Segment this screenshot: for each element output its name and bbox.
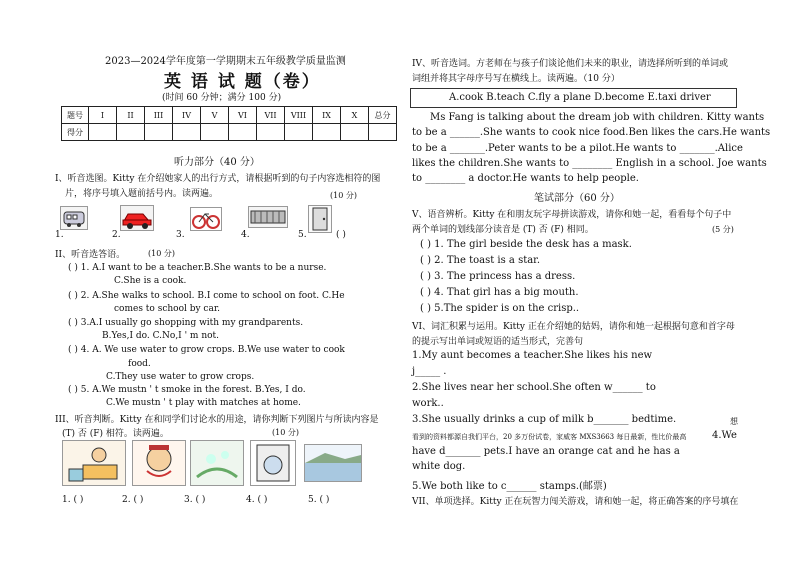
score-header-cell: 题号 xyxy=(62,107,89,124)
sec2-q4-line3: C.They use water to grow crops. xyxy=(106,372,255,382)
sec2-q1-line2: C.She is a cook. xyxy=(114,276,187,286)
score-cell[interactable] xyxy=(257,124,285,141)
sec1-label-5: 5. xyxy=(298,230,307,240)
score-row-label: 得分 xyxy=(62,124,89,141)
sec6-q2-line2: work.. xyxy=(412,398,444,409)
score-table xyxy=(61,106,397,141)
sec4-passage-3: to be a _______.Peter wants to be a pilot.He wants to _______.Alice xyxy=(412,143,743,154)
score-cell[interactable] xyxy=(201,124,229,141)
bicycle-icon xyxy=(190,207,222,231)
score-header-cell: IV xyxy=(173,107,201,124)
sec5-instruction-1: V、语音辨析。Kitty 在和朋友玩字母拼读游戏，请你和她一起，看看每个句子中 xyxy=(412,210,732,220)
sec4-passage-4: likes the children.She wants to ________ English in a school. Joe wants xyxy=(412,158,767,169)
score-header-cell: II xyxy=(117,107,145,124)
watermark-ad-text: 看到的资料都源自我们平台，20 多万份试卷，家威客 MXS3663 每日最新，性比价最高 xyxy=(412,433,687,441)
score-cell[interactable] xyxy=(229,124,257,141)
exam-title-line: 2023—2024学年度第一学期期末五年级教学质量监测 xyxy=(105,56,346,67)
sec2-points: (10 分) xyxy=(148,249,175,258)
ocean-picture xyxy=(304,444,362,482)
score-cell[interactable] xyxy=(145,124,173,141)
sec1-instruction-1: I、听音选图。Kitty 在介绍她家人的出行方式，请根据听到的句子内容选相符的图 xyxy=(55,174,381,184)
door-icon xyxy=(308,205,332,233)
washing-machine-picture xyxy=(250,440,296,486)
subway-icon xyxy=(248,206,288,228)
sec3-instruction-2: (T) 否 (F) 相符。读两遍。 xyxy=(62,429,169,439)
sec5-item-5: ( ) 5.The spider is on the crisp.. xyxy=(420,303,580,314)
sec3-label-5[interactable]: 5. ( ) xyxy=(308,495,330,505)
score-header-cell: IX xyxy=(313,107,341,124)
sec5-item-1: ( ) 1. The girl beside the desk has a mask. xyxy=(420,239,632,250)
score-cell[interactable] xyxy=(117,124,145,141)
sec4-instruction-1: IV、听音选词。方老师在与孩子们谈论他们未来的职业，请选择所听到的单词或 xyxy=(412,59,729,69)
sec1-blank[interactable]: ( ) xyxy=(336,230,346,240)
sec3-points: (10 分) xyxy=(272,428,299,437)
sec2-q2-line1: ( ) 2. A.She walks to school. B.I come to school on foot. C.He xyxy=(68,291,345,301)
car-icon xyxy=(120,205,154,231)
score-cell[interactable] xyxy=(341,124,369,141)
sec3-label-1[interactable]: 1. ( ) xyxy=(62,495,84,505)
train-icon xyxy=(60,206,88,230)
sec6-instruction-1: VI、词汇积累与运用。Kitty 正在介绍她的姑妈，请你和她一起根据句意和首字母 xyxy=(412,322,735,332)
sec1-label-4: 4. xyxy=(241,230,250,240)
sec6-instruction-2: 的提示写出单词或短语的适当形式，完善句 xyxy=(412,337,584,347)
sec5-item-2: ( ) 2. The toast is a star. xyxy=(420,255,541,266)
cooking-picture xyxy=(132,440,186,486)
score-header-cell: VI xyxy=(229,107,257,124)
sec6-q1-line1: 1.My aunt becomes a teacher.She likes his new xyxy=(412,350,653,361)
score-header-cell: 总分 xyxy=(369,107,397,124)
sec2-q5-line2: C.We mustn ' t play with matches at home. xyxy=(106,398,301,408)
sec7-instruction-1: VII、单项选择。Kitty 正在玩智力闯关游戏，请和她一起，将正确答案的序号填在 xyxy=(412,497,739,507)
score-cell[interactable] xyxy=(89,124,117,141)
score-header-cell: V xyxy=(201,107,229,124)
time-info: (时间 60 分钟；满分 100 分) xyxy=(162,93,282,103)
sec4-passage-2: to be a ______.She wants to cook nice food.Ben likes the cars.He wants xyxy=(412,127,771,138)
watering-picture xyxy=(190,440,244,486)
sec6-q5: 5.We both like to c______ stamps.(邮票) xyxy=(412,481,607,492)
sec5-item-4: ( ) 4. That girl has a big mouth. xyxy=(420,287,579,298)
sec3-label-4[interactable]: 4. ( ) xyxy=(246,495,268,505)
sec6-q4-line2: have d_______ pets.I have an orange cat and he has a xyxy=(412,446,680,457)
score-header-cell: VIII xyxy=(285,107,313,124)
sec3-instruction-1: III、听音判断。Kitty 在和同学们讨论水的用途，请你判断下列图片与所读内容是 xyxy=(55,415,379,425)
sec4-passage-1: Ms Fang is talking about the dream job with children. Kitty wants xyxy=(430,112,765,123)
sec5-item-3: ( ) 3. The princess has a dress. xyxy=(420,271,576,282)
sec2-q1-line1: ( ) 1. A.I want to be a teacher.B.She wants to be a nurse. xyxy=(68,263,327,273)
sec5-points: (5 分) xyxy=(712,225,734,234)
sec1-label-1: 1. xyxy=(55,230,64,240)
sec1-label-2: 2. xyxy=(112,230,121,240)
score-cell[interactable] xyxy=(369,124,397,141)
sec2-q2-line2: comes to school by car. xyxy=(114,304,221,314)
sec6-q3-line1: 3.She usually drinks a cup of milk b_______ bedtime. xyxy=(412,414,677,425)
sec6-q1-line2: j_____ . xyxy=(412,366,447,377)
score-header-cell: X xyxy=(341,107,369,124)
sec2-instruction: II、听音选答语。 xyxy=(55,250,126,260)
sec6-q2-line1: 2.She lives near her school.She often w______ to xyxy=(412,382,656,393)
score-table-header-row xyxy=(62,107,397,124)
sec3-label-3[interactable]: 3. ( ) xyxy=(184,495,206,505)
sec2-q4-line1: ( ) 4. A. We use water to grow crops. B.We use water to cook xyxy=(68,345,345,355)
score-header-cell: VII xyxy=(257,107,285,124)
sec3-label-2[interactable]: 2. ( ) xyxy=(122,495,144,505)
sec2-q4-line2: food. xyxy=(128,359,151,369)
score-cell[interactable] xyxy=(313,124,341,141)
exam-big-title: 英 语 试 题（卷） xyxy=(164,72,321,92)
sec2-q5-line1: ( ) 5. A.We mustn ' t smoke in the forest. B.Yes, I do. xyxy=(68,385,306,395)
sec2-q3-line1: ( ) 3.A.I usually go shopping with my grandparents. xyxy=(68,318,304,328)
sec1-points: (10 分) xyxy=(330,191,357,200)
score-header-cell: III xyxy=(145,107,173,124)
sec6-q4-line1: 4.We xyxy=(712,430,737,441)
score-header-cell: I xyxy=(89,107,117,124)
score-table-score-row xyxy=(62,124,397,141)
score-cell[interactable] xyxy=(173,124,201,141)
sec4-instruction-2: 词组并将其字母序号写在横线上。读两遍。（10 分） xyxy=(412,74,620,84)
written-heading: 笔试部分（60 分） xyxy=(534,193,620,204)
sec4-passage-5: to ________ a doctor.He wants to help people. xyxy=(412,173,639,184)
sec6-q3-tail: 想 xyxy=(730,417,738,426)
washing-picture xyxy=(62,440,126,486)
listening-heading: 听力部分（40 分） xyxy=(174,157,260,168)
sec4-options: A.cook B.teach C.fly a plane D.become E.taxi driver xyxy=(449,92,711,103)
sec1-label-3: 3. xyxy=(176,230,185,240)
sec5-instruction-2: 两个单词的划线部分读音是 (T) 否 (F) 相同。 xyxy=(412,225,594,235)
sec6-q4-line3: white dog. xyxy=(412,461,466,472)
sec2-q3-line2: B.Yes,I do. C.No,I ' m not. xyxy=(102,331,220,341)
sec1-instruction-2: 片，将序号填入题前括号内。读两遍。 xyxy=(65,189,219,199)
score-cell[interactable] xyxy=(285,124,313,141)
